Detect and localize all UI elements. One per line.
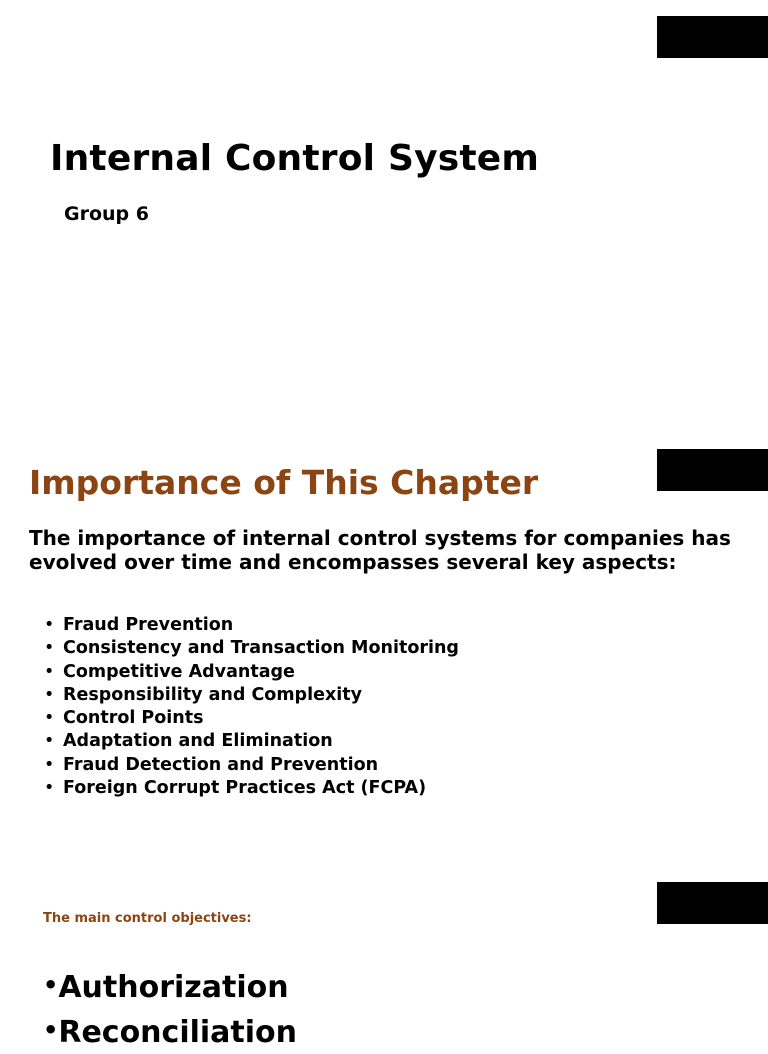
list-item: •Authorization [43, 970, 289, 1005]
objectives-label: The main control objectives: [43, 911, 252, 926]
slide-heading: Importance of This Chapter [29, 463, 539, 502]
slide-subtitle: Group 6 [64, 203, 149, 225]
corner-block [657, 449, 768, 491]
corner-block [657, 16, 768, 58]
objective-text: Reconciliation [58, 1015, 298, 1050]
slide-title-heading: Internal Control System [50, 138, 540, 179]
list-item: • Foreign Corrupt Practices Act (FCPA) [44, 777, 459, 800]
list-item: • Fraud Detection and Prevention [44, 754, 459, 777]
intro-paragraph: The importance of internal control systems for companies has evolved over time and encompasses several key aspects: [29, 526, 731, 574]
objective-text: Authorization [58, 970, 289, 1005]
list-item: • Responsibility and Complexity [44, 684, 459, 707]
list-item: • Competitive Advantage [44, 661, 459, 684]
list-item: • Consistency and Transaction Monitoring [44, 637, 459, 660]
list-item: • Fraud Prevention [44, 614, 459, 637]
slide-importance [0, 433, 768, 866]
slide-objectives [0, 866, 768, 1050]
corner-block [657, 882, 768, 924]
slide-title [0, 0, 768, 433]
list-item: •Reconciliation [43, 1015, 298, 1050]
list-item: • Adaptation and Elimination [44, 730, 459, 753]
objectives-list [43, 964, 297, 1054]
list-item: • Control Points [44, 707, 459, 730]
aspects-list [44, 614, 459, 800]
